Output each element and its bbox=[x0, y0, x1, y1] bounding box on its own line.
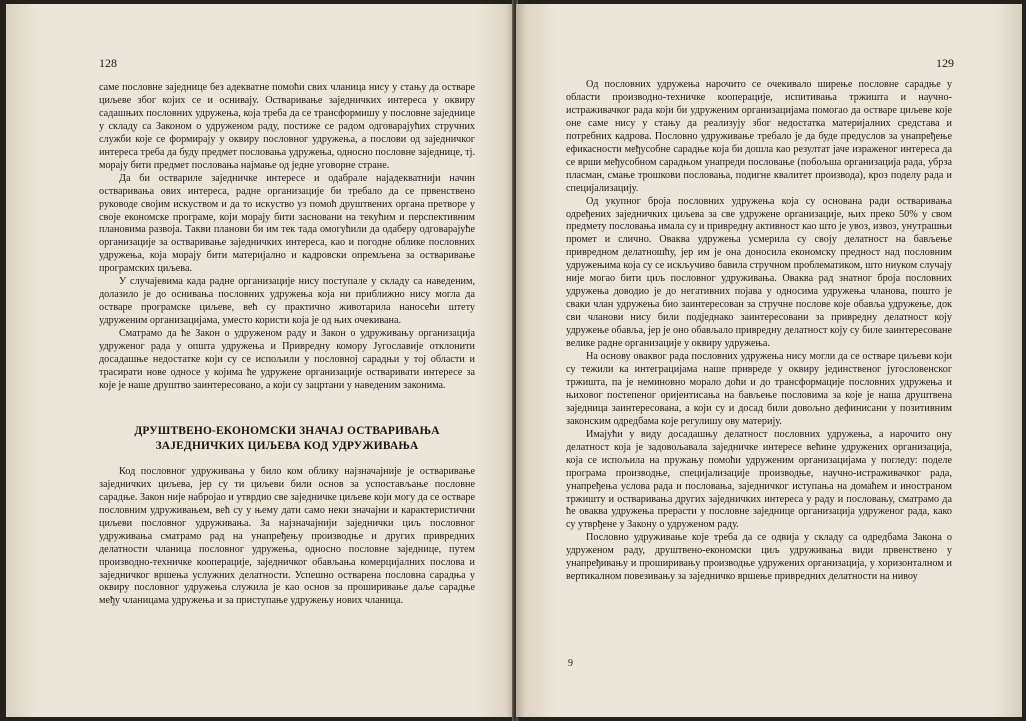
section-heading-line: ЗАЈЕДНИЧКИХ ЦИЉЕВА КОД УДРУЖИВАЊА bbox=[155, 439, 419, 452]
paragraph: На основу оваквог рада пословних удружења нису могли да се остваре циљеви који су тежили ка интеграцијама наше привреде у оквиру јединственог југословенског тржишта, па је неминовно морало доћи и до трансформације пословних удружења и њиховог постепеног оријентисања на бављење пословима за које је наша друштвена заједница заинтересована, а који су и досад били довољно дефинисани у позитивним законским одредбама које регулишу ову материју. bbox=[566, 351, 952, 427]
paragraph: Имајући у виду досадашњу делатност пословних удружења, а нарочито ону делатност која је задовољавала заједничке интересе већине удружених организација, која се испољила на пружању помоћи удруженим организацијама у погледу: поделе програма производње, специјализације производње, научно-истраживачког рада, унапређења услова рада и пословања, заједничког иступања на домаћем и иностраном тржишту и остваривања других заједничких интереса у раду и пословању, сматрамо да ће оваква удружења прерасти у пословне заједнице организација удруженог рада, како су утврђене у Закону о удруженом раду. bbox=[566, 428, 952, 531]
paragraph: Пословно удруживање које треба да се одвија у складу са одредбама Закона о удруженом раду, друштвено-економски циљ удруживања види првенствено у унапређивању и проширивању производње удружених организација, у хоризонталном и вертикалном повезивању за заједничко вршење привредних делатности на нивоу bbox=[566, 532, 952, 583]
paragraph: Код пословног удруживања у било ком облику најзначајније је остваривање заједничких циљева, јер су ти циљеви били основ за успостављање пословне сарадње. Закон није набројао и утврдио све заједничке циљеве који могу да се остваре пословним удруживањем, већ су у њему дати само неки значајни и карактеристични циљеви пословног удруживања. За најзначајнији заједнички циљ пословног удруживања сматрамо рад на унапређењу производње и других привредних делатности чланица пословног удружења, односно пословне заједнице, путем производно-техничке кооперације, заједничког обављања комерцијалних послова и заједничког вршења услужних делатности. Успешно остварена пословна сарадња у оквиру пословног удружења служила је као основ за проширивање даље сарадње међу чланицама удружења и за приступање удружењу нових чланица. bbox=[99, 465, 475, 607]
left-text-block bbox=[99, 82, 475, 608]
page-number: 128 bbox=[99, 56, 117, 70]
paragraph: Да би оствариле заједничке интересе и одабрале најадекватнији начин остваривања ових интереса, радне организације би требало да се првенствено руководе својим искуством и да то искуство уз помоћ друштвених органа претворе у своје економске програме, који морају бити засновани на текућим и перспективним плановима развоја. Такви планови би им тек тада омогућили да одаберу одговарајуће организације за остваривање заједничких интереса, као и погодне облике пословних удружења, која морају бити материјално и кадровски опремљена за остваривање програмских циљева. bbox=[99, 172, 475, 275]
signature-mark: 9 bbox=[568, 658, 573, 669]
right-text-block bbox=[566, 79, 952, 584]
left-page bbox=[6, 4, 514, 717]
paragraph: Од укупног броја пословних удружења која су основана ради остваривања одређених заједничких циљева за све удружене организације, њих преко 50% у свом предмету пословања имала су и привредну активност као што је увоз, извоз, унутрашњи промет и слично. Оваква удружења усмерила су своју делатност на бављење привредном делатношћу, јер им је она доносила економску предност над пословним удружењима која су се искључиво бавила стручном проблематиком, што ниуком случају није могао бити циљ пословног удруживања. Оваква рад знатног броја пословних удружења доводио је до негативних појава у односима удружења чланова, пошто је сваки члан удружења био заинтересован за стручне послове које обавља удружење, док сви чланови нису били подједнако заинтересовани за привредну делатност коју удружење обавља, јер је оно обављало привредну делатност коју су биле заинтересоване велике радне организације у оквиру удружења. bbox=[566, 195, 952, 350]
paragraph: саме пословне заједнице без адекватне помоћи свих чланица нису у стању да остваре циљеве због којих се и оснивају. Остваривање заједничких интереса у оквиру садашњих пословних удружења, која треба да се трансформишу у пословне заједнице у складу са Законом о удруженом раду, постиже се радом одговарајућих стручних служби које се формирају у оквиру пословног удружења, а послови од заједничког интереса треба да буду предмет пословања удружења, односно пословне заједнице, тј. морају бити предмет пословања најмање од једне уговорне стране. bbox=[99, 82, 475, 171]
paragraph: У случајевима када радне организације нису поступале у складу са наведеним, долазило је до оснивања пословних удружења која ни приближно нису могла да остваре програмске циљеве, већ су практично животарила наносећи штету удруженим организацијама, уместо користи која је од њих очекивана. bbox=[99, 276, 475, 327]
paragraph: Сматрамо да ће Закон о удруженом раду и Закон о удруживању организација удруженог рада у општа удружења и Привредну комору Југославије отклонити досадашње недостатке који су се испољили у пословној сарадњи у тој области и трасирати нове односе у којима ће удружене организације остваривати интересе за које је наше друштво заинтересовано, а који су зацртани у наведеним законима. bbox=[99, 328, 475, 391]
section-heading-line: ДРУШТВЕНО-ЕКОНОМСКИ ЗНАЧАЈ ОСТВАРИВАЊА bbox=[134, 424, 440, 437]
section-heading bbox=[99, 424, 475, 454]
right-page bbox=[516, 4, 1022, 717]
page-number: 129 bbox=[936, 56, 954, 70]
paragraph: Од пословних удружења нарочито се очекивало ширење пословне сарадње у области производно-техничке кооперације, испитивања тржишта и научно-истраживачког рада који би удруженим организацијама помогао да остваре циљеве које оне саме нису у стању да реализују због недостатка материјалних средстава и потребних кадрова. Пословно удруживање требало је да буде предуслов за унапређење ефикасности међусобне сарадње која би дошла као резултат јаче израженог интереса да се врши међусобном сарадњом унапреди пословање (побољша организација рада, убрза пласман, смање трошкови пословања, подигне квалитет производа), кроз поделу рада и специјализацију. bbox=[566, 79, 952, 194]
